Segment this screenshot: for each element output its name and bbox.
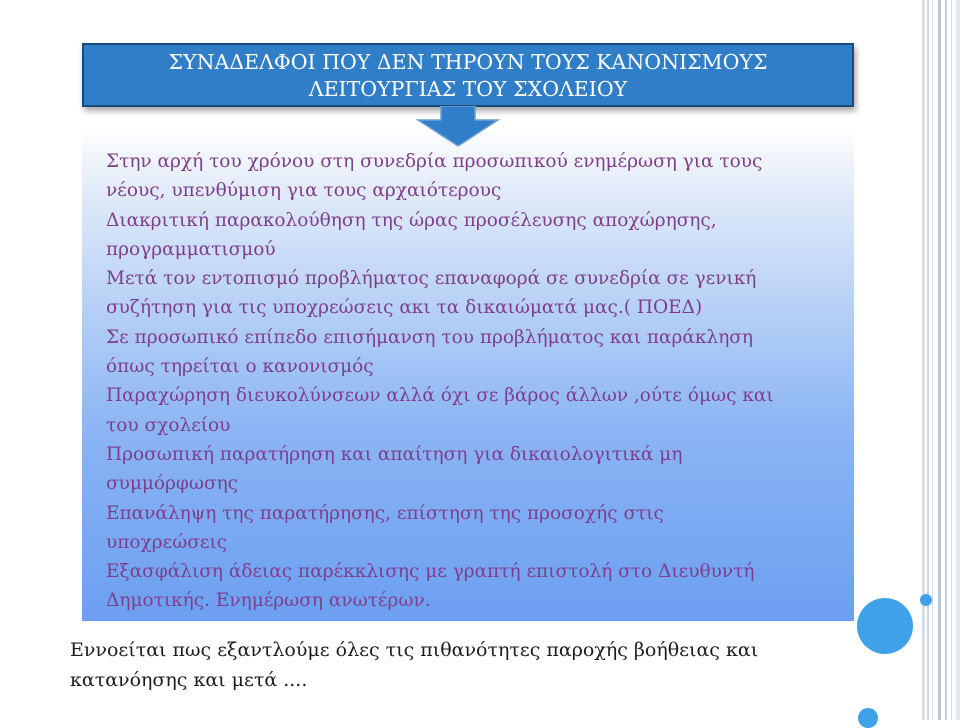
guideline-line: νέους, υπενθύμιση για τους αρχαιότερους	[106, 180, 502, 202]
edge-stripe	[932, 0, 933, 720]
guideline-line: Δημοτικής. Ενημέρωση ανωτέρων.	[106, 590, 431, 612]
decorative-circle-large	[857, 598, 913, 654]
title-banner	[82, 43, 854, 107]
edge-stripe	[922, 0, 925, 720]
guideline-line: συζήτηση για τις υποχρεώσεις ακι τα δικαιώματά μας.( ΠΟΕΔ)	[106, 297, 703, 319]
guideline-line: Εξασφάλιση άδειας παρέκκλισης με γραπτή επιστολή στο Διευθυντή	[106, 561, 755, 583]
guideline-line: όπως τηρείται ο κανονισμός	[106, 356, 374, 378]
edge-stripe	[945, 0, 947, 720]
decorative-circle-medium	[858, 708, 878, 728]
closing-paragraph	[70, 635, 850, 695]
closing-line-1: Εννοείται πως εξαντλούμε όλες τις πιθανότητες παροχής βοήθειας και	[70, 639, 759, 661]
guideline-line: Μετά τον εντοπισμό προβλήματος επαναφορά σε συνεδρία σε γενική	[106, 268, 757, 290]
edge-stripe	[956, 0, 960, 720]
content-panel	[82, 127, 854, 621]
guideline-line: Στην αρχή του χρόνου στη συνεδρία προσωπικού ενημέρωση για τους	[106, 151, 763, 172]
guideline-line: Προσωπική παρατήρηση και απαίτηση για δικαιολογιτικά μη	[106, 443, 683, 465]
title-line-2: ΛΕΙΤΟΥΡΓΙΑΣ ΤΟΥ ΣΧΟΛΕΙΟΥ	[308, 77, 628, 101]
edge-stripe	[927, 0, 929, 720]
guideline-line: υποχρεώσεις	[106, 531, 228, 553]
down-arrow-icon	[414, 106, 502, 148]
guideline-line: Επανάληψη της παρατήρησης, επίστηση της προσοχής στις	[106, 502, 664, 524]
decorative-circle-small	[920, 594, 932, 606]
edge-stripe	[951, 0, 952, 720]
guideline-line: Διακριτική παρακολούθηση της ώρας προσέλευσης αποχώρησης,	[106, 209, 717, 231]
title-line-1: ΣΥΝΑΔΕΛΦΟΙ ΠΟΥ ΔΕΝ ΤΗΡΟΥΝ ΤΟΥΣ ΚΑΝΟΝΙΣΜΟΥΣ	[168, 50, 768, 74]
edge-stripe	[938, 0, 941, 720]
guideline-line: Παραχώρηση διευκολύνσεων αλλά όχι σε βάρος άλλων ,ούτε όμως και	[106, 385, 774, 407]
closing-line-2: κατανόησης και μετά ....	[70, 669, 308, 691]
guideline-line: Σε προσωπικό επίπεδο επισήμανση του προβλήματος και παράκληση	[106, 326, 753, 348]
guideline-line: του σχολείου	[106, 414, 231, 436]
guideline-list	[106, 147, 858, 616]
guideline-line: προγραμματισμού	[106, 238, 276, 260]
guideline-line: συμμόρφωσης	[106, 473, 239, 495]
